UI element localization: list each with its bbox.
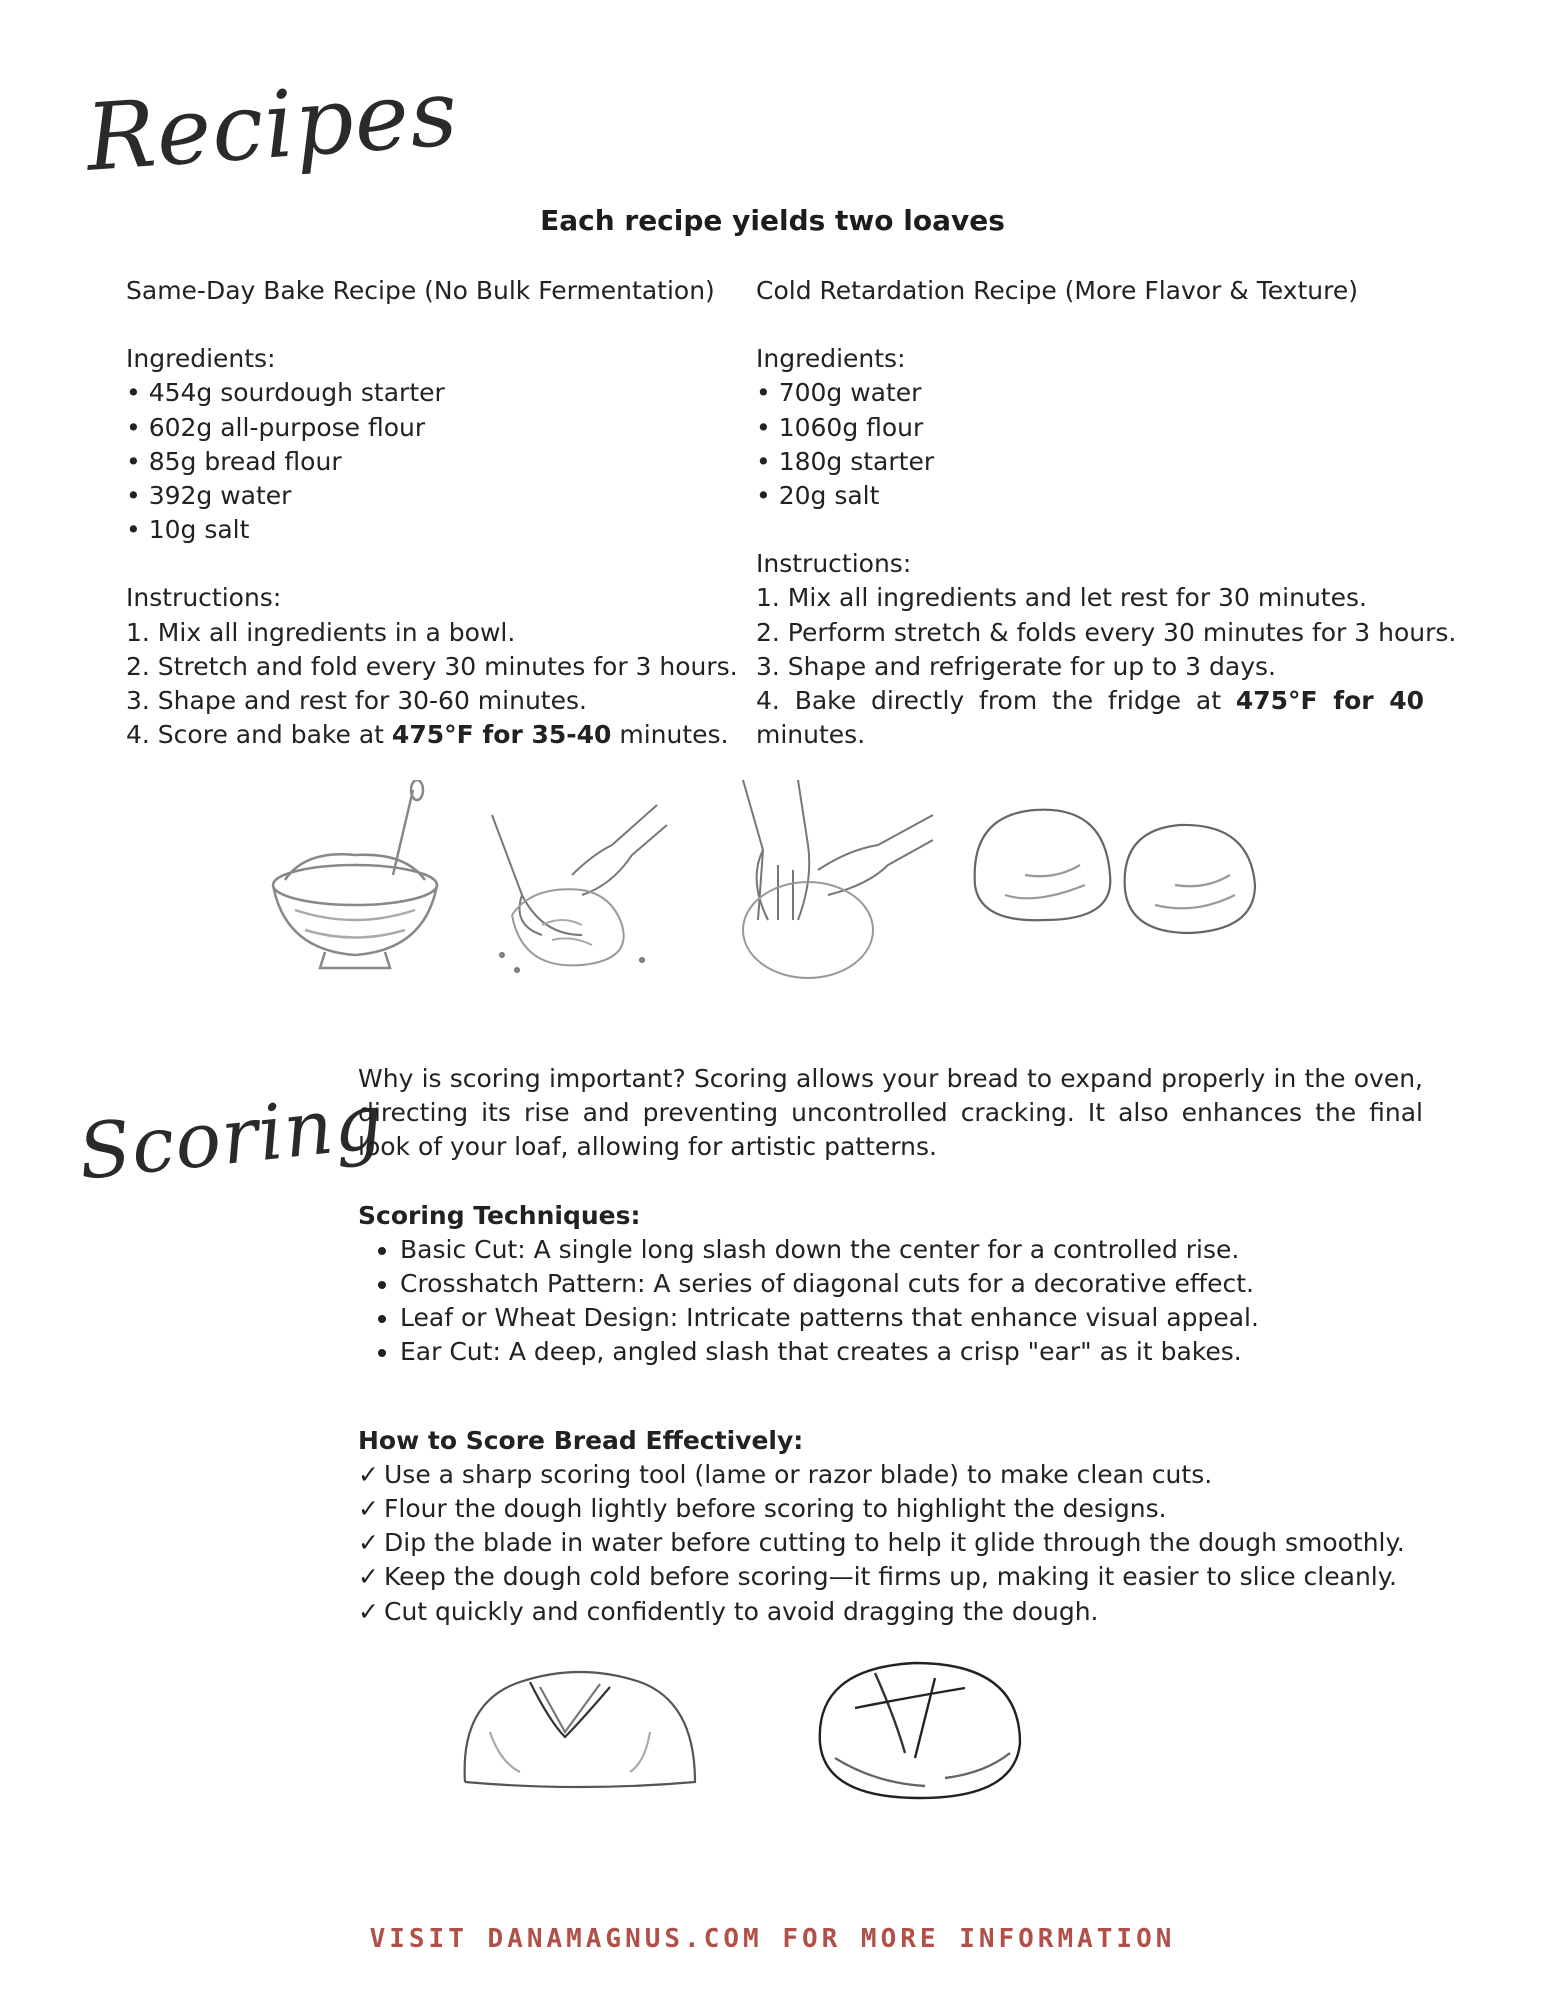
list-item: • Basic Cut: A single long slash down the center for a controlled rise. — [400, 1233, 1423, 1267]
list-item: ✓ Keep the dough cold before scoring—it firms up, making it easier to slice cleanly. — [358, 1560, 1423, 1594]
list-item: • 180g starter — [756, 446, 935, 476]
scoring-techniques-heading: Scoring Techniques: — [358, 1200, 641, 1230]
scoring-intro: Why is scoring important? Scoring allows your bread to expand properly in the oven, directing its rise and preventing uncontrolled cracking. It also enhances the final look of your loaf, allowing for artistic patterns. — [358, 1064, 1423, 1162]
checkmark-icon: ✓ — [358, 1596, 379, 1626]
cold-retard-instructions-label: Instructions: — [756, 549, 912, 579]
list-item: ✓ Cut quickly and confidently to avoid dragging the dough. — [358, 1595, 1423, 1629]
list-item: • Ear Cut: A deep, angled slash that creates a crisp "ear" as it bakes. — [400, 1335, 1423, 1369]
list-item: • 392g water — [126, 481, 292, 511]
list-item: 1. Mix all ingredients and let rest for 30 minutes. — [756, 583, 1367, 613]
list-item: ✓ Use a sharp scoring tool (lame or razor blade) to make clean cuts. — [358, 1458, 1423, 1492]
cold-retard-ingredients-label: Ingredients: — [756, 344, 906, 374]
list-item: 3. Shape and refrigerate for up to 3 days. — [756, 651, 1276, 681]
scored-loaf-ear-illustration — [460, 1662, 700, 1802]
list-item: ✓ Flour the dough lightly before scoring to highlight the designs. — [358, 1492, 1423, 1526]
scoring-techniques-list — [358, 1233, 1423, 1370]
scored-loaf-cross-illustration — [815, 1658, 1025, 1808]
recipes-script-title: Recipes — [82, 59, 462, 192]
same-day-ingredients-label: Ingredients: — [126, 344, 276, 374]
two-dough-balls-illustration — [965, 795, 1265, 945]
list-item: • 85g bread flour — [126, 446, 342, 476]
list-item: • 602g all-purpose flour — [126, 412, 426, 442]
footer-link-text[interactable]: VISIT DANAMAGNUS.COM FOR MORE INFORMATION — [369, 1924, 1176, 1954]
list-item: • 20g salt — [756, 481, 880, 511]
list-item: • 10g salt — [126, 515, 250, 545]
cold-retard-title: Cold Retardation Recipe (More Flavor & Texture) — [756, 276, 1358, 305]
list-item: • Leaf or Wheat Design: Intricate patterns that enhance visual appeal. — [400, 1301, 1423, 1335]
same-day-step-4: 4. Score and bake at 475°F for 35-40 minutes. — [126, 720, 729, 750]
list-item: 2. Stretch and fold every 30 minutes for 3 hours. — [126, 651, 738, 681]
list-item: • 454g sourdough starter — [126, 378, 445, 408]
checkmark-icon: ✓ — [358, 1459, 379, 1489]
checkmark-icon: ✓ — [358, 1562, 379, 1592]
checkmark-icon: ✓ — [358, 1494, 379, 1524]
checkmark-icon: ✓ — [358, 1528, 379, 1558]
how-to-score-heading: How to Score Bread Effectively: — [358, 1425, 804, 1455]
list-item: 2. Perform stretch & folds every 30 minutes for 3 hours. — [756, 617, 1457, 647]
yield-note: Each recipe yields two loaves — [540, 204, 1005, 237]
list-item: 1. Mix all ingredients in a bowl. — [126, 617, 516, 647]
same-day-title: Same-Day Bake Recipe (No Bulk Fermentation) — [126, 276, 715, 305]
hands-shaping-illustration — [738, 770, 938, 985]
bowl-of-dough-illustration — [265, 780, 445, 980]
list-item: • 700g water — [756, 378, 922, 408]
scoring-section — [358, 1062, 1423, 1629]
cold-retard-recipe — [756, 274, 1457, 752]
list-item: 3. Shape and rest for 30-60 minutes. — [126, 686, 587, 716]
same-day-recipe — [126, 274, 738, 752]
list-item: • 1060g flour — [756, 412, 924, 442]
hands-kneading-illustration — [482, 785, 672, 985]
list-item: ✓ Dip the blade in water before cutting to help it glide through the dough smoothly. — [358, 1526, 1423, 1560]
cold-retard-step-4: 4. Bake directly from the fridge at 475°F for 40 minutes. — [756, 686, 1425, 750]
list-item: • Crosshatch Pattern: A series of diagonal cuts for a decorative effect. — [400, 1267, 1423, 1301]
same-day-instructions-label: Instructions: — [126, 583, 282, 613]
scoring-script-title: Scoring — [74, 1076, 388, 1197]
